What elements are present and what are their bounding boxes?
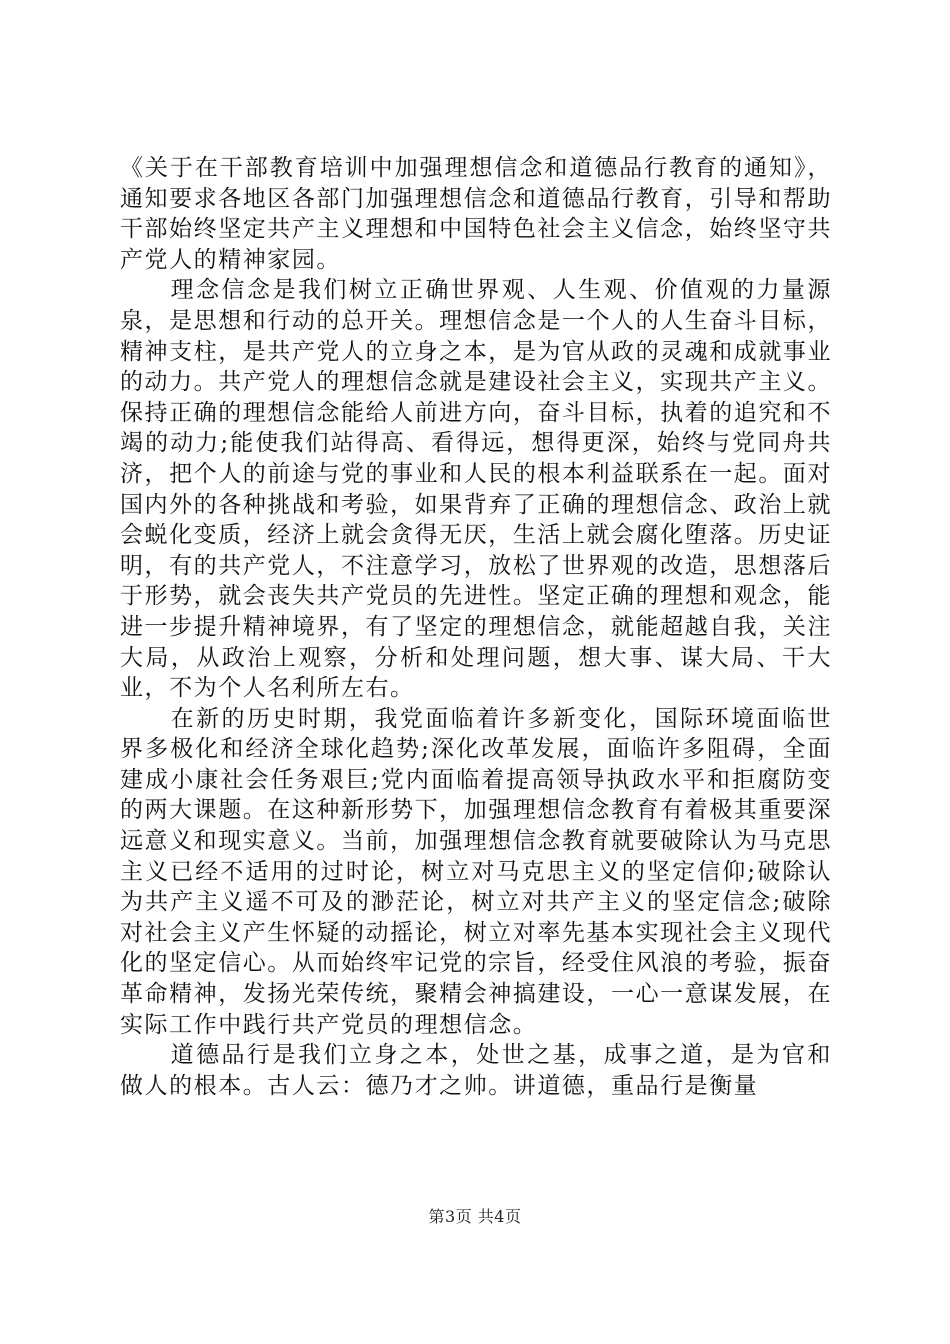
document-body: [120, 153, 832, 1101]
paragraph-2: 理念信念是我们树立正确世界观、人生观、价值观的力量源泉，是思想和行动的总开关。理想信念是一个人的人生奋斗目标，精神支柱，是共产党人的立身之本，是为官从政的灵魂和成就事业的动力。共产党人的理想信念就是建设社会主义，实现共产主义。保持正确的理想信念能给人前进方向，奋斗目标，执着的追究和不竭的动力;能使我们站得高、看得远，想得更深，始终与党同舟共济，把个人的前途与党的事业和人民的根本利益联系在一起。面对国内外的各种挑战和考验，如果背弃了正确的理想信念、政治上就会蜕化变质，经济上就会贪得无厌，生活上就会腐化堕落。历史证明，有的共产党人，不注意学习，放松了世界观的改造，思想落后于形势，就会丧失共产党员的先进性。坚定正确的理想和观念，能进一步提升精神境界，有了坚定的理想信念，就能超越自我，关注大局，从政治上观察，分析和处理问题，想大事、谋大局、干大业，不为个人名利所左右。: [120, 277, 832, 702]
paragraph-4: 道德品行是我们立身之本，处世之基，成事之道，是为官和做人的根本。古人云：德乃才之帅。讲道德，重品行是衡量: [120, 1042, 832, 1099]
page-number: 第3页 共4页: [428, 1207, 522, 1226]
paragraph-3: 在新的历史时期，我党面临着许多新变化，国际环境面临世界多极化和经济全球化趋势;深化改革发展，面临许多阻碍，全面建成小康社会任务艰巨;党内面临着提高领导执政水平和拒腐防变的两大课题。在这种新形势下，加强理想信念教育有着极其重要深远意义和现实意义。当前，加强理想信念教育就要破除认为马克思主义已经不适用的过时论，树立对马克思主义的坚定信仰;破除认为共产主义遥不可及的渺茫论，树立对共产主义的坚定信念;破除对社会主义产生怀疑的动摇论，树立对率先基本实现社会主义现代化的坚定信心。从而始终牢记党的宗旨，经受住风浪的考验，振奋革命精神，发扬光荣传统，聚精会神搞建设，一心一意谋发展，在实际工作中践行共产党员的理想信念。: [120, 705, 832, 1038]
page-footer: [0, 1207, 950, 1227]
paragraph-1: 《关于在干部教育培训中加强理想信念和道德品行教育的通知》，通知要求各地区各部门加强理想信念和道德品行教育，引导和帮助干部始终坚定共产主义理想和中国特色社会主义信念，始终坚守共产党人的精神家园。: [120, 155, 832, 273]
